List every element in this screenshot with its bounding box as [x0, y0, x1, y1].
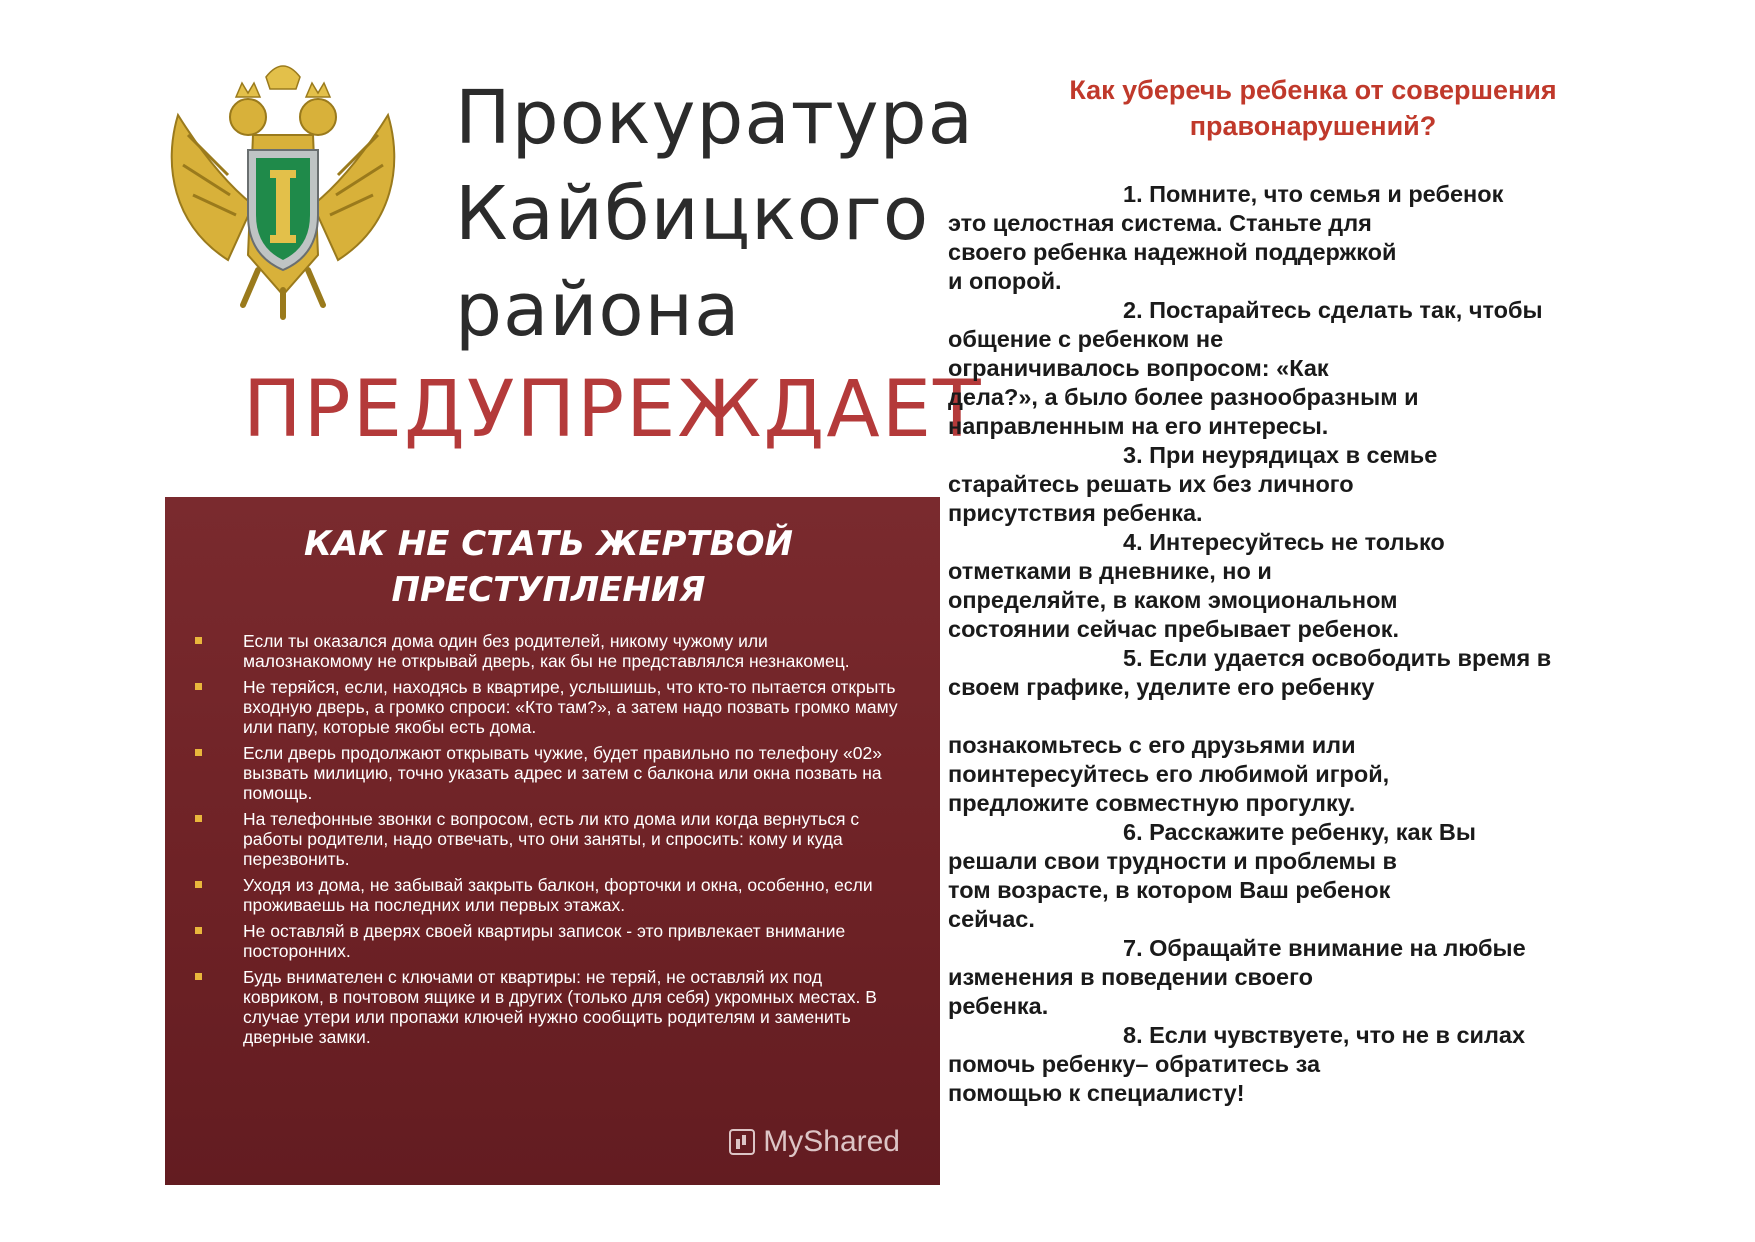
bullet-icon [195, 927, 202, 934]
list-item [195, 921, 902, 961]
tip-text: Будь внимателен с ключами от квартиры: не теряй, не оставляй их под ковриком, в почтовом ящике и в других (только для себя) укромных местах. В случае утери или пропажи ключей нужно сообщить родителям и заменить дверные замки. [243, 967, 877, 1047]
advice-item [948, 441, 1618, 528]
advice-item [948, 296, 1618, 441]
advice-line: своем графике, уделите его ребенку [948, 674, 1375, 700]
advice-title [1008, 72, 1618, 144]
advice-list [948, 180, 1618, 1108]
tip-text: Уходя из дома, не забывай закрыть балкон, форточки и окна, особенно, если проживаешь на последних или первых этажах. [243, 875, 873, 915]
advice-line: познакомьтесь с его друзьями или [948, 732, 1356, 758]
tip-text: Не оставляй в дверях своей квартиры записок - это привлекает внимание посторонних. [243, 921, 846, 961]
advice-column [948, 72, 1618, 1108]
bullet-icon [195, 973, 202, 980]
advice-line: дела?», а было более разнообразным и [948, 384, 1419, 410]
prosecutor-title [455, 70, 975, 358]
advice-item [948, 934, 1618, 1021]
advice-line: своего ребенка надежной поддержкой [948, 239, 1397, 265]
advice-line: том возрасте, в котором Ваш ребенок [948, 877, 1391, 903]
double-headed-eagle-emblem-icon [158, 55, 408, 320]
panel-title [195, 521, 902, 613]
advice-first-line: 8. Если чувствуете, что не в силах [1123, 1022, 1526, 1048]
list-item [195, 677, 902, 737]
advice-first-line: 7. Обращайте внимание на любые [1123, 935, 1526, 961]
advice-first-line: 1. Помните, что семья и ребенок [1123, 181, 1504, 207]
advice-line: присутствия ребенка. [948, 500, 1203, 526]
panel-title-line-2: ПРЕСТУПЛЕНИЯ [391, 570, 706, 610]
advice-first-line: 6. Расскажите ребенку, как Вы [1123, 819, 1476, 845]
advice-line: предложите совместную прогулку. [948, 790, 1356, 816]
advice-line: поинтересуйтесь его любимой игрой, [948, 761, 1390, 787]
advice-line: ограничивалось вопросом: «Как [948, 355, 1329, 381]
bullet-icon [195, 637, 202, 644]
warns-heading: ПРЕДУПРЕЖДАЕТ [243, 365, 983, 455]
presentation-icon [729, 1129, 755, 1155]
bullet-icon [195, 881, 202, 888]
title-line-3: района [455, 267, 741, 353]
list-item [195, 809, 902, 869]
advice-line: решали свои трудности и проблемы в [948, 848, 1397, 874]
advice-first-line: 4. Интересуйтесь не только [1123, 529, 1445, 555]
advice-line: общение с ребенком не [948, 326, 1224, 352]
advice-line: отметками в дневнике, но и [948, 558, 1272, 584]
advice-title-line-2: правонарушений? [1189, 111, 1437, 141]
tip-text: Не теряйся, если, находясь в квартире, услышишь, что кто-то пытается открыть входную дверь, а громко спроси: «Кто там?», а затем надо позвать громко маму или папу, которые якобы есть дома. [243, 677, 898, 737]
title-line-1: Прокуратура [455, 75, 974, 161]
advice-item [948, 644, 1618, 818]
advice-line: старайтесь решать их без личного [948, 471, 1354, 497]
advice-first-line: 5. Если удается освободить время в [1123, 645, 1552, 671]
advice-line: помощью к специалисту! [948, 1080, 1245, 1106]
victim-safety-panel [165, 497, 940, 1185]
list-item [195, 743, 902, 803]
tip-text: Если дверь продолжают открывать чужие, будет правильно по телефону «02» вызвать милицию, точно указать адрес и затем с балкона или окна позвать на помощь. [243, 743, 882, 803]
advice-line: направленным на его интересы. [948, 413, 1329, 439]
advice-line: сейчас. [948, 906, 1035, 932]
tip-text: На телефонные звонки с вопросом, есть ли кто дома или когда вернуться с работы родители, надо отвечать, что они заняты, и спросить: кому и куда перезвонить. [243, 809, 860, 869]
watermark-text: MyShared [763, 1125, 900, 1158]
advice-line: определяйте, в каком эмоциональном [948, 587, 1398, 613]
advice-line [948, 702, 1618, 731]
advice-item [948, 818, 1618, 934]
list-item [195, 631, 902, 671]
tips-list [195, 631, 902, 1047]
advice-line: помочь ребенку– обратитесь за [948, 1051, 1321, 1077]
bullet-icon [195, 749, 202, 756]
advice-line: это целостная система. Станьте для [948, 210, 1372, 236]
myshared-watermark [729, 1125, 900, 1159]
advice-line: ребенка. [948, 993, 1049, 1019]
advice-item [948, 1021, 1618, 1108]
advice-first-line: 3. При неурядицах в семье [1123, 442, 1438, 468]
advice-title-line-1: Как уберечь ребенка от совершения [1069, 75, 1557, 105]
advice-item [948, 180, 1618, 296]
advice-line: изменения в поведении своего [948, 964, 1313, 990]
list-item [195, 967, 902, 1047]
list-item [195, 875, 902, 915]
bullet-icon [195, 815, 202, 822]
advice-item [948, 528, 1618, 644]
bullet-icon [195, 683, 202, 690]
advice-line: и опорой. [948, 268, 1062, 294]
advice-first-line: 2. Постарайтесь сделать так, чтобы [1123, 297, 1543, 323]
tip-text: Если ты оказался дома один без родителей, никому чужому или малознакомому не открывай дверь, как бы не представлялся незнакомец. [243, 631, 850, 671]
panel-title-line-1: КАК НЕ СТАТЬ ЖЕРТВОЙ [304, 524, 793, 564]
advice-line: состоянии сейчас пребывает ребенок. [948, 616, 1400, 642]
title-line-2: Кайбицкого [455, 171, 930, 257]
